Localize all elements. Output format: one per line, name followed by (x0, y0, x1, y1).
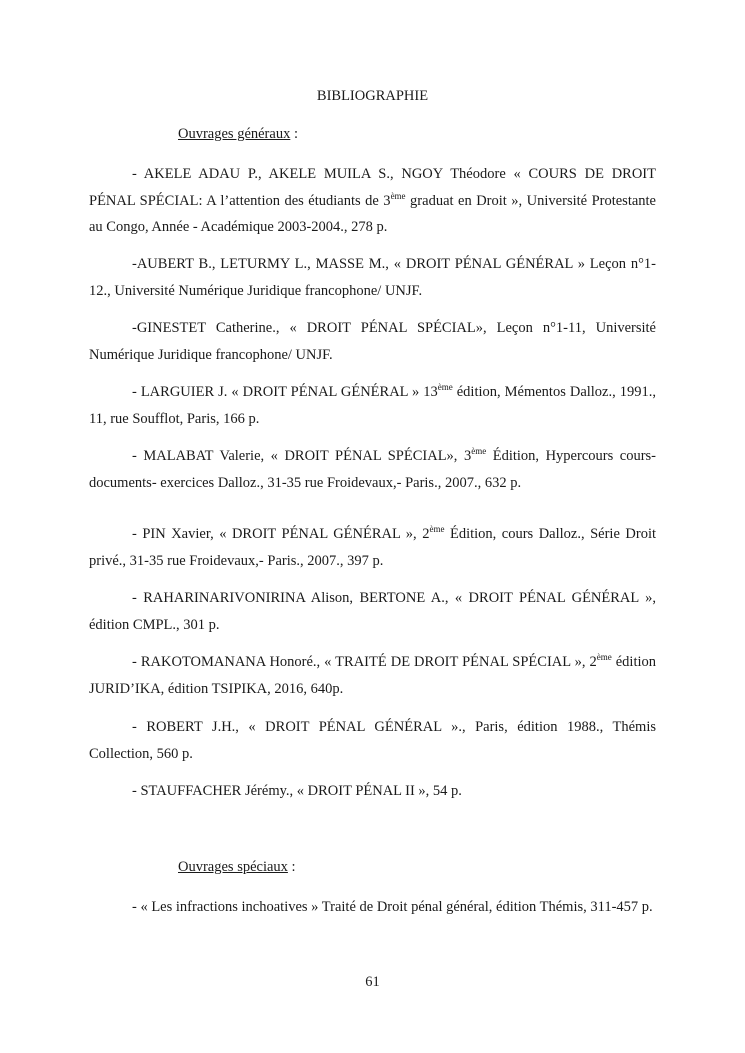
bibliography-entry: - AKELE ADAU P., AKELE MUILA S., NGOY Théodore « COURS DE DROIT PÉNAL SPÉCIAL: A l’attention des étudiants de 3ème graduat en Droit », Université Protestante au Congo, Année - Académique 2003-2004., 278 p. (89, 166, 656, 235)
section-heading-general (178, 126, 298, 143)
page-title: BIBLIOGRAPHIE (316, 88, 429, 104)
bibliography-entry: -GINESTET Catherine., « DROIT PÉNAL SPÉCIAL», Leçon n°1-11, Université Numérique Juridique francophone/ UNJF. (89, 320, 656, 363)
section-suffix: : (290, 126, 298, 142)
section-heading-special (178, 859, 296, 876)
section-label: Ouvrages généraux (178, 126, 291, 142)
bibliography-entry: - RAHARINARIVONIRINA Alison, BERTONE A., « DROIT PÉNAL GÉNÉRAL », édition CMPL., 301 p. (89, 590, 656, 633)
section-label: Ouvrages spéciaux (178, 859, 288, 875)
bibliography-entry: - « Les infractions inchoatives » Traité de Droit pénal général, édition Thémis, 311-457 p. (132, 899, 653, 915)
section-suffix: : (287, 859, 296, 875)
bibliography-entry: - LARGUIER J. « DROIT PÉNAL GÉNÉRAL » 13ème édition, Mémentos Dalloz., 1991., 11, rue Soufflot, Paris, 166 p. (89, 382, 656, 427)
page-number: 61 (365, 974, 380, 990)
bibliography-entry: - ROBERT J.H., « DROIT PÉNAL GÉNÉRAL »., Paris, édition 1988., Thémis Collection, 560 p. (89, 719, 656, 762)
bibliography-entry: - RAKOTOMANANA Honoré., « TRAITÉ DE DROIT PÉNAL SPÉCIAL », 2ème édition JURID’IKA, édition TSIPIKA, 2016, 640p. (89, 652, 656, 697)
bibliography-entry: - MALABAT Valerie, « DROIT PÉNAL SPÉCIAL», 3ème Édition, Hypercours cours-documents- exercices Dalloz., 31-35 rue Froidevaux,- Paris., 2007., 632 p. (89, 446, 656, 491)
bibliography-entry: - STAUFFACHER Jérémy., « DROIT PÉNAL II », 54 p. (132, 783, 462, 799)
bibliography-entry: - PIN Xavier, « DROIT PÉNAL GÉNÉRAL », 2ème Édition, cours Dalloz., Série Droit privé., 31-35 rue Froidevaux,- Paris., 2007., 397 p. (89, 524, 657, 569)
bibliography-entry: -AUBERT B., LETURMY L., MASSE M., « DROIT PÉNAL GÉNÉRAL » Leçon n°1-12., Université Numérique Juridique francophone/ UNJF. (89, 256, 656, 299)
